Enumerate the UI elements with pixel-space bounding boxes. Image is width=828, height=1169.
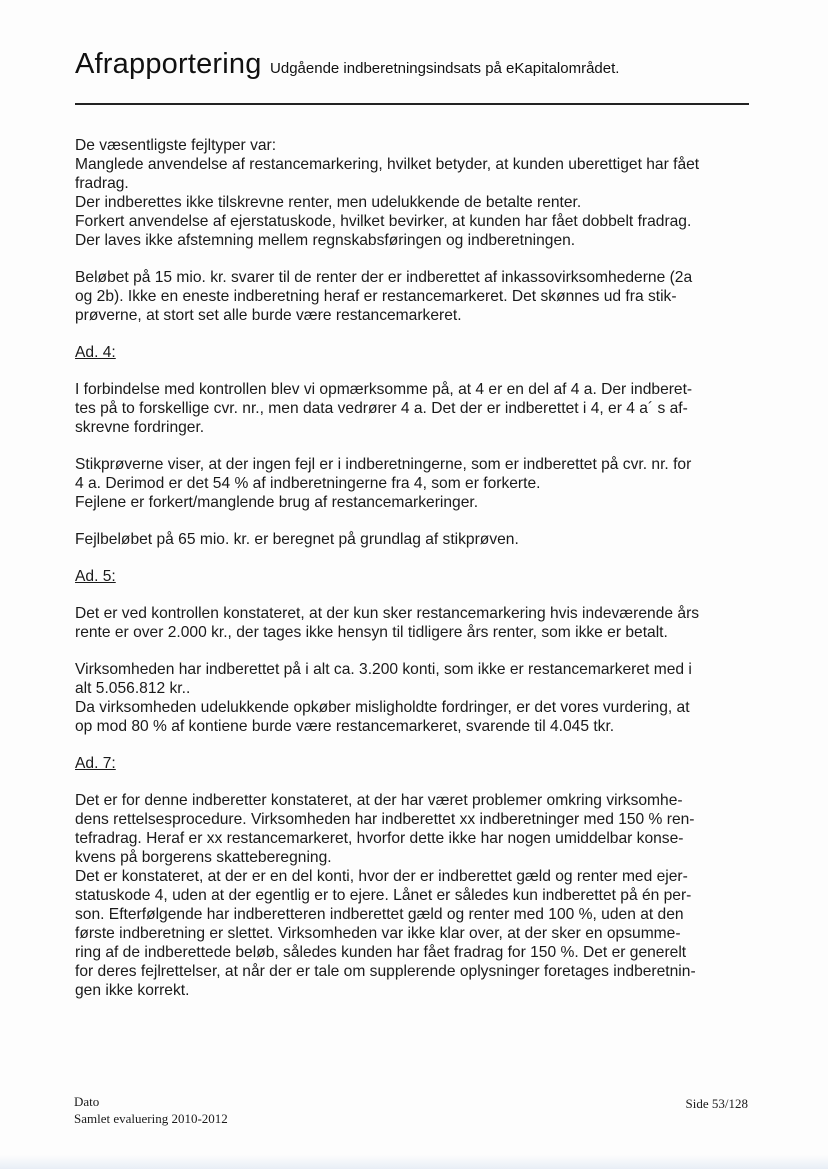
footer-document-name: Samlet evaluering 2010-2012 (74, 1111, 228, 1126)
text-line: fradrag. (75, 175, 129, 192)
text-line: De væsentligste fejltyper var: (75, 137, 277, 154)
text-line: 4 a. Derimod er det 54 % af indberetningerne fra 4, som er forkerte. (75, 475, 541, 492)
text-line: Der laves ikke afstemning mellem regnskabsføringen og indberetningen. (75, 232, 576, 249)
text-line: rente er over 2.000 kr., der tages ikke hensyn til tidligere års renter, som ikke er betalt. (75, 624, 668, 641)
text-line: tes på to forskellige cvr. nr., men data vedrører 4 a. Det der er indberettet i 4, er 4 a´ s af- (75, 400, 688, 417)
ad4-paragraph-2 (75, 455, 751, 512)
text-line: Det er ved kontrollen konstateret, at der kun sker restancemarkering hvis indeværende års (75, 605, 700, 622)
text-line: første indberetning er slettet. Virksomheden var ikke klar over, at der sker en opsumme- (75, 925, 681, 942)
section-heading-ad7: Ad. 7: (75, 755, 116, 772)
text-line: skrevne fordringer. (75, 419, 205, 436)
text-line: Fejlene er forkert/manglende brug af restancemarkeringer. (75, 494, 479, 511)
scan-edge (0, 1155, 828, 1169)
ad7-paragraph (75, 791, 751, 1000)
text-line: Der indberettes ikke tilskrevne renter, men udelukkende de betalte renter. (75, 194, 582, 211)
text-line: op mod 80 % af kontiene burde være restancemarkeret, svarende til 4.045 tkr. (75, 718, 615, 735)
ad4-paragraph-3 (75, 530, 751, 549)
header-divider (75, 103, 749, 105)
text-line: prøverne, at stort set alle burde være restancemarkeret. (75, 307, 462, 324)
ad5-paragraph-2 (75, 660, 751, 736)
page-subtitle: Udgående indberetningsindsats på eKapitalområdet. (270, 60, 620, 77)
text-line: Manglede anvendelse af restancemarkering, hvilket betyder, at kunden uberettiget har fået (75, 156, 700, 173)
page-title: Afrapportering (75, 48, 262, 80)
text-line: tefradrag. Heraf er xx restancemarkeret, hvorfor dette ikke har nogen umiddelbar konse- (75, 830, 684, 847)
document-body (75, 136, 751, 1000)
text-line: Da virksomheden udelukkende opkøber misligholdte fordringer, er det vores vurdering, at (75, 699, 690, 716)
amount-paragraph (75, 268, 751, 325)
page-number: Side 53/128 (685, 1096, 748, 1111)
text-line: og 2b). Ikke en eneste indberetning heraf er restancemarkeret. Det skønnes ud fra stik- (75, 288, 677, 305)
text-line: statuskode 4, uden at der egentlig er to ejere. Lånet er således kun indberettet på én per- (75, 887, 692, 904)
text-line: I forbindelse med kontrollen blev vi opmærksomme på, at 4 er en del af 4 a. Der indberet- (75, 381, 693, 398)
text-line: son. Efterfølgende har indberetteren indberettet gæld og renter med 100 %, uden at den (75, 906, 684, 923)
page-header (75, 48, 619, 81)
text-line: gen ikke korrekt. (75, 982, 190, 999)
text-line: Det er for denne indberetter konstateret, at der har været problemer omkring virksomhe- (75, 792, 683, 809)
text-line: alt 5.056.812 kr.. (75, 680, 191, 697)
text-line: kvens på borgerens skatteberegning. (75, 849, 332, 866)
text-line: for deres fejlrettelser, at når der er tale om supplerende oplysninger foretages indberetnin- (75, 963, 696, 980)
text-line: Det er konstateret, at der er en del konti, hvor der er indberettet gæld og renter med ejer- (75, 868, 688, 885)
section-heading-ad4: Ad. 4: (75, 344, 116, 361)
text-line: ring af de indberettede beløb, således kunden har fået fradrag for 150 %. Det er generelt (75, 944, 687, 961)
section-heading-ad5: Ad. 5: (75, 568, 116, 585)
text-line: Fejlbeløbet på 65 mio. kr. er beregnet på grundlag af stikprøven. (75, 531, 519, 548)
footer-date-label: Dato (74, 1094, 100, 1109)
text-line: Stikprøverne viser, at der ingen fejl er i indberetningerne, som er indberettet på cvr. nr. for (75, 456, 692, 473)
text-line: Beløbet på 15 mio. kr. svarer til de renter der er indberettet af inkassovirksomhederne (2a (75, 269, 693, 286)
footer-left (74, 1093, 228, 1127)
ad4-paragraph-1 (75, 380, 751, 437)
text-line: Forkert anvendelse af ejerstatuskode, hvilket bevirker, at kunden har fået dobbelt fradrag. (75, 213, 692, 230)
intro-paragraph (75, 136, 751, 250)
ad5-paragraph-1 (75, 604, 751, 642)
text-line: dens rettelsesprocedure. Virksomheden har indberettet xx indberetninger med 150 % ren- (75, 811, 695, 828)
text-line: Virksomheden har indberettet på i alt ca. 3.200 konti, som ikke er restancemarkeret med i (75, 661, 692, 678)
